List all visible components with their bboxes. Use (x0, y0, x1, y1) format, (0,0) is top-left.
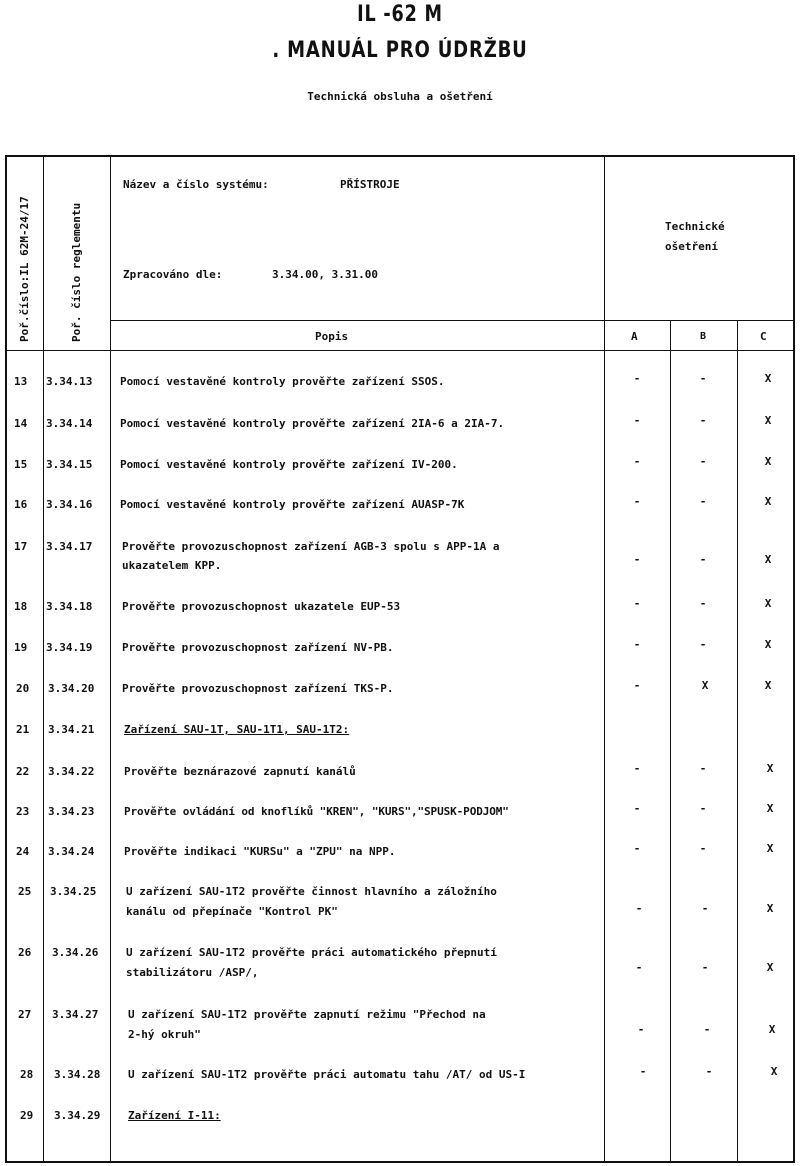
row-reglement: 3.34.28 (54, 1068, 101, 1081)
row-reglement: 3.34.13 (46, 375, 93, 388)
popis-header: Popis (315, 330, 349, 343)
row-mark-b: - (705, 1065, 713, 1078)
row-mark-b: - (699, 597, 707, 610)
table-row (0, 882, 800, 938)
row-reglement: 3.34.25 (50, 885, 97, 898)
row-description-cont: 2-hý okruh" (128, 1028, 201, 1041)
row-mark-b: - (703, 1023, 711, 1036)
col-b-header: B (700, 331, 707, 342)
row-description: Prověřte provozuschopnost zařízení TKS-P. (122, 682, 394, 695)
row-reglement: 3.34.21 (48, 723, 95, 736)
row-mark-c: X (764, 553, 772, 566)
row-number: 28 (20, 1068, 34, 1081)
table-row (0, 1005, 800, 1061)
row-mark-b: - (699, 414, 707, 427)
row-description: U zařízení SAU-1T2 prověřte činnost hlavního a záložního (126, 885, 497, 898)
table-row (0, 372, 800, 412)
row-number: 19 (14, 641, 28, 654)
row-mark-b: - (699, 553, 707, 566)
row-mark-c: X (764, 455, 772, 468)
table-row (0, 1106, 800, 1146)
row-mark-a: - (635, 961, 643, 974)
aircraft-title: IL -62 M (357, 2, 443, 27)
row-mark-a: - (633, 638, 641, 651)
row-section-heading: Zařízení SAU-1T, SAU-1T1, SAU-1T2: (124, 723, 350, 736)
row-number: 21 (16, 723, 30, 736)
tech-label-1: Technické (665, 220, 725, 233)
col-por-cislo-label: Poř.číslo:IL 62M-24/17 (18, 196, 31, 342)
row-description: U zařízení SAU-1T2 prověřte práci automatu tahu /AT/ od US-I (128, 1068, 526, 1081)
row-description: U zařízení SAU-1T2 prověřte práci automatického přepnutí (126, 946, 497, 959)
row-reglement: 3.34.24 (48, 845, 95, 858)
row-reglement: 3.34.29 (54, 1109, 101, 1122)
table-row (0, 414, 800, 454)
row-mark-b: - (699, 455, 707, 468)
row-mark-c: X (766, 902, 774, 915)
row-description: Prověřte provozuschopnost zařízení NV-PB. (122, 641, 394, 654)
table-row (0, 720, 800, 760)
row-description-cont: stabilizátoru /ASP/, (126, 966, 259, 979)
row-mark-b: - (701, 902, 709, 915)
row-mark-c: X (766, 961, 774, 974)
row-number: 17 (14, 540, 28, 553)
row-description: Prověřte ovládání od knoflíků "KREN", "KURS","SPUSK-PODJOM" (124, 805, 509, 818)
table-row (0, 842, 800, 882)
row-description-cont: ukazatelem KPP. (122, 559, 222, 572)
row-number: 25 (18, 885, 32, 898)
row-number: 16 (14, 498, 28, 511)
row-reglement: 3.34.26 (52, 946, 99, 959)
row-description: Prověřte provozuschopnost zařízení AGB-3 spolu s APP-1A a (122, 540, 500, 553)
header-divider (110, 320, 795, 321)
row-number: 27 (18, 1008, 32, 1021)
row-mark-a: - (635, 902, 643, 915)
table-row (0, 679, 800, 719)
table-row (0, 495, 800, 535)
row-mark-c: X (764, 638, 772, 651)
row-mark-c: X (768, 1023, 776, 1036)
manual-title: . MANUÁL PRO ÚDRŽBU (272, 38, 528, 63)
row-mark-c: X (766, 762, 774, 775)
manual-subtitle: Technická obsluha a ošetření (307, 90, 493, 103)
row-number: 24 (16, 845, 30, 858)
row-number: 14 (14, 417, 28, 430)
row-description: Pomocí vestavěné kontroly prověřte zařízení IV-200. (120, 458, 458, 471)
system-value: PŘÍSTROJE (340, 178, 400, 191)
row-mark-b: - (699, 762, 707, 775)
row-description: Pomocí vestavěné kontroly prověřte zařízení 2IA-6 a 2IA-7. (120, 417, 505, 430)
row-reglement: 3.34.19 (46, 641, 93, 654)
row-reglement: 3.34.14 (46, 417, 93, 430)
row-number: 20 (16, 682, 30, 695)
row-mark-a: - (633, 414, 641, 427)
table-row (0, 597, 800, 637)
row-reglement: 3.34.15 (46, 458, 93, 471)
row-reglement: 3.34.17 (46, 540, 93, 553)
col-a-header: A (631, 330, 638, 343)
row-reglement: 3.34.27 (52, 1008, 99, 1021)
row-mark-b: - (699, 638, 707, 651)
row-reglement: 3.34.18 (46, 600, 93, 613)
table-row (0, 943, 800, 999)
row-mark-a: - (633, 372, 641, 385)
row-description: Pomocí vestavěné kontroly prověřte zařízení SSOS. (120, 375, 445, 388)
row-mark-a: - (633, 842, 641, 855)
col-reglement-label: Poř. číslo reglementu (70, 202, 83, 342)
row-number: 26 (18, 946, 32, 959)
table-row (0, 638, 800, 678)
col-c-header: C (760, 330, 767, 343)
row-mark-b: - (699, 802, 707, 815)
source-label: Zpracováno dle: (123, 268, 223, 281)
row-mark-c: X (764, 372, 772, 385)
row-reglement: 3.34.23 (48, 805, 95, 818)
table-row (0, 1065, 800, 1105)
table-row (0, 455, 800, 495)
row-mark-a: - (633, 762, 641, 775)
table-row (0, 802, 800, 842)
row-reglement: 3.34.20 (48, 682, 95, 695)
row-reglement: 3.34.16 (46, 498, 93, 511)
row-mark-b: - (699, 495, 707, 508)
row-mark-a: - (633, 679, 641, 692)
tech-label-2: ošetření (665, 240, 718, 253)
row-number: 15 (14, 458, 28, 471)
row-mark-b: X (701, 679, 709, 692)
row-reglement: 3.34.22 (48, 765, 95, 778)
row-description-cont: kanálu od přepínače "Kontrol PK" (126, 905, 338, 918)
row-mark-b: - (701, 961, 709, 974)
row-number: 29 (20, 1109, 34, 1122)
source-value: 3.34.00, 3.31.00 (272, 268, 378, 281)
row-description: Prověřte beznárazové zapnutí kanálů (124, 765, 356, 778)
row-mark-c: X (764, 414, 772, 427)
row-mark-b: - (699, 372, 707, 385)
row-mark-a: - (633, 597, 641, 610)
row-description: U zařízení SAU-1T2 prověřte zapnutí režimu "Přechod na (128, 1008, 486, 1021)
row-mark-a: - (637, 1023, 645, 1036)
row-number: 13 (14, 375, 28, 388)
row-description: Prověřte indikaci "KURSu" a "ZPU" na NPP. (124, 845, 396, 858)
row-mark-a: - (633, 455, 641, 468)
row-mark-c: X (764, 597, 772, 610)
system-label: Název a číslo systému: (123, 178, 269, 191)
row-mark-c: X (764, 679, 772, 692)
row-mark-c: X (770, 1065, 778, 1078)
column-header-divider (5, 350, 795, 351)
row-mark-b: - (699, 842, 707, 855)
row-number: 23 (16, 805, 30, 818)
row-mark-c: X (766, 802, 774, 815)
row-mark-a: - (633, 553, 641, 566)
table-row (0, 762, 800, 802)
row-section-heading: Zařízení I-11: (128, 1109, 221, 1122)
row-mark-a: - (633, 495, 641, 508)
row-mark-c: X (766, 842, 774, 855)
row-mark-a: - (639, 1065, 647, 1078)
row-mark-c: X (764, 495, 772, 508)
row-description: Pomocí vestavěné kontroly prověřte zařízení AUASP-7K (120, 498, 465, 511)
row-mark-a: - (633, 802, 641, 815)
row-number: 18 (14, 600, 28, 613)
row-description: Prověřte provozuschopnost ukazatele EUP-53 (122, 600, 401, 613)
row-number: 22 (16, 765, 30, 778)
table-row (0, 537, 800, 593)
